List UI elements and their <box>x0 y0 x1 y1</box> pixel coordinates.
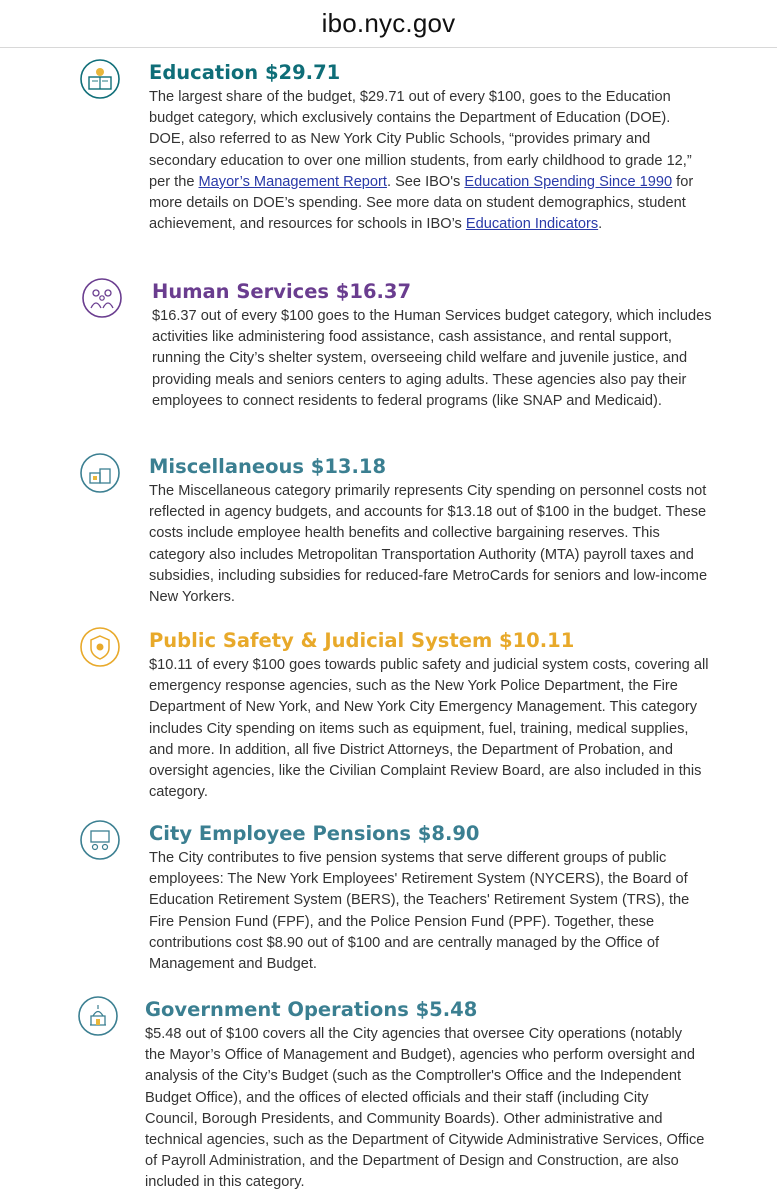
browser-url-bar[interactable] <box>0 0 777 48</box>
community-family-icon <box>80 276 124 320</box>
section-text: The City contributes to five pension systems that serve different groups of public employees: The New York Employees' Retirement System (NYCERS), the Board of Education Retirement System (BERS), the Teachers' Retirement System (TRS), the Fire Pension Fund (FPF), and the Police Pension Fund (PPF). Together, these contributions cost $8.90 out of $100 and are centrally managed by the Office of Management and Budget. <box>149 850 690 973</box>
public-safety-shield-icon <box>78 625 122 669</box>
section-text <box>149 87 709 235</box>
education-spending-link[interactable]: Education Spending Since 1990 <box>464 173 673 190</box>
section-title: Public Safety & Judicial System $10.11 <box>149 629 575 652</box>
city-workforce-retirees-icon <box>78 818 122 862</box>
education-indicators-link[interactable]: Education Indicators <box>465 216 599 233</box>
section-text: $16.37 out of every $100 goes to the Human Services budget category, which includes activities like administering food assistance, cash assistance, and rental support, running the City’s shelter system, overseeing child welfare and juvenile justice, and providing meals and seniors centers to aging adults. These agencies also pay their employees to connect residents to federal programs (like SNAP and Medicaid). <box>152 308 712 409</box>
section-title: Government Operations $5.48 <box>145 998 478 1021</box>
education-book-lightbulb-icon <box>78 57 122 101</box>
section-title: City Employee Pensions $8.90 <box>149 822 480 845</box>
city-budget-capitol-icon <box>76 994 120 1038</box>
text-run: . See IBO's <box>386 173 465 190</box>
city-budget-overview-icon <box>78 451 122 495</box>
mayors-management-report-link[interactable]: Mayor’s Management Report <box>198 173 387 190</box>
section-title: Education $29.71 <box>149 61 341 84</box>
section-text: $5.48 out of $100 covers all the City agencies that oversee City operations (notably the Mayor’s Office of Management and Budget), agencies who perform oversight and analysis of the City’s Budget (such as the Comptroller's Office and the Independent Budget Office), and the offices of elected officials and their staff (including City Council, Borough Presidents, and Community Boards). Other administrative and technical agencies, such as the Department of Citywide Administrative Services, Office of Payroll Administration, and the Department of Design and Construction, are also included in this category. <box>145 1026 705 1191</box>
url-text: ibo.nyc.gov <box>321 8 456 38</box>
text-run: The largest share of the budget, $29.71 out of every $100, goes to the Education budget category, which exclusively contains the Department of Education (DOE). DOE, also referred to as New York City Public Schools, “provides primary and secondary education to over one million students, from early childhood to grade 12,” per the <box>149 89 692 190</box>
section-title: Miscellaneous $13.18 <box>149 455 387 478</box>
section-text: $10.11 of every $100 goes towards public safety and judicial system costs, covering all emergency response agencies, such as the New York Police Department, the Fire Department of New York, and New York City Emergency Management. This category includes City spending on items such as equipment, fuel, training, medical supplies, and more. In addition, all five District Attorneys, the Department of Probation, and oversight agencies, like the Civilian Complaint Review Board, are also included in this category. <box>149 657 709 801</box>
text-run: . <box>598 216 603 233</box>
section-text: The Miscellaneous category primarily represents City spending on personnel costs not reflected in agency budgets, and accounts for $13.18 out of $100 in the budget. These costs include employee health benefits and collective bargaining reserves. This category also includes Metropolitan Transportation Authority (MTA) payroll taxes and subsidies, including subsidies for reduced-fare MetroCards for seniors and low-income New Yorkers. <box>149 483 708 606</box>
text-run: for more details on DOE’s spending. See more data on student demographics, student achievement, and resources for schools in IBO’s <box>149 173 694 233</box>
section-title: Human Services $16.37 <box>152 280 412 303</box>
